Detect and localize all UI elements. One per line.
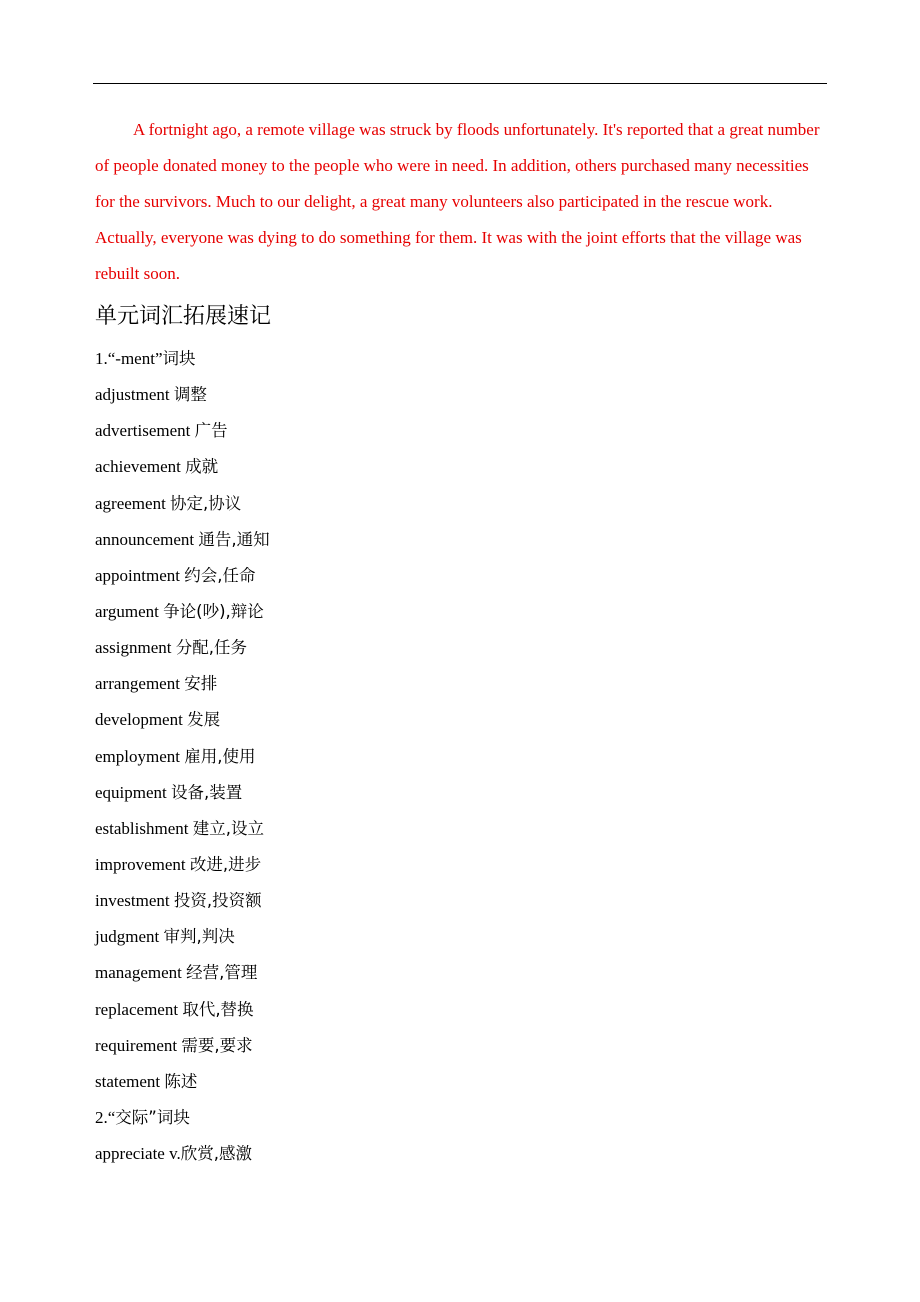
- list-item: [95, 1100, 270, 1136]
- entry-meaning: 成就: [185, 457, 219, 477]
- list-item: [95, 341, 270, 377]
- list-item: [95, 775, 270, 811]
- entry-term: statement: [95, 1071, 165, 1091]
- entry-term: improvement: [95, 854, 190, 874]
- entry-meaning: 需要,要求: [181, 1035, 253, 1055]
- entry-meaning: 陈述: [164, 1071, 198, 1091]
- list-item: [95, 377, 270, 413]
- list-item: [95, 1064, 270, 1100]
- list-item: [95, 449, 270, 485]
- header-rule: [93, 83, 827, 84]
- entry-term: equipment: [95, 782, 172, 802]
- entry-meaning: 分配,任务: [175, 638, 247, 658]
- list-item: [95, 811, 270, 847]
- entry-meaning: 投资,投资额: [173, 891, 262, 911]
- entry-term: appreciate v.: [95, 1144, 181, 1164]
- list-item: [95, 702, 270, 738]
- list-item: [95, 486, 270, 522]
- entry-term: establishment: [95, 818, 193, 838]
- list-item: [95, 630, 270, 666]
- entry-term: development: [95, 710, 188, 730]
- entry-meaning: 审判,判决: [163, 927, 235, 947]
- list-item: [95, 847, 270, 883]
- entry-term: requirement: [95, 1035, 182, 1055]
- entry-meaning: 设备,装置: [171, 782, 243, 802]
- entry-meaning: 广告: [194, 421, 228, 441]
- entry-term: adjustment: [95, 385, 174, 405]
- entry-meaning: 雇用,使用: [184, 746, 256, 766]
- entry-meaning: 约会,任命: [184, 565, 256, 585]
- entry-meaning: 词块: [162, 349, 196, 368]
- entry-term: 2.“: [95, 1107, 116, 1127]
- list-item: [95, 883, 270, 919]
- list-item: [95, 955, 270, 991]
- vocabulary-list: [95, 341, 270, 1172]
- entry-meaning: 调整: [173, 385, 207, 405]
- list-item: [95, 919, 270, 955]
- list-item: [95, 522, 270, 558]
- entry-meaning: 协定,协议: [170, 493, 242, 513]
- entry-term: employment: [95, 746, 185, 766]
- entry-term: announcement: [95, 529, 199, 549]
- list-item: [95, 739, 270, 775]
- entry-meaning: 改进,进步: [189, 854, 262, 874]
- list-item: [95, 992, 270, 1028]
- model-essay-passage: A fortnight ago, a remote village was struck by floods unfortunately. It's reported that a great number of people donated money to the people who were in need. In addition, others purchased many necessities for the survivors. Much to our delight, a great many volunteers also participated in the rescue work. Actually, everyone was dying to do something for them. It was with the joint efforts that the village was rebuilt soon.: [95, 120, 820, 283]
- entry-meaning: 争论(吵),辩论: [163, 601, 264, 621]
- list-item: [95, 594, 270, 630]
- entry-term: advertisement: [95, 421, 195, 441]
- entry-term: appointment: [95, 565, 185, 585]
- entry-term: 1.“-ment”: [95, 349, 163, 368]
- section-heading: 单元词汇拓展速记: [95, 304, 272, 329]
- entry-meaning: 建立,设立: [192, 818, 264, 838]
- entry-term: argument: [95, 601, 164, 621]
- entry-meaning: 交际”词块: [115, 1107, 190, 1127]
- list-item: [95, 666, 270, 702]
- entry-meaning: 发展: [187, 710, 221, 730]
- entry-term: judgment: [95, 927, 164, 947]
- entry-meaning: 欣赏,感激: [180, 1144, 252, 1164]
- entry-meaning: 取代,替换: [182, 999, 254, 1019]
- entry-term: agreement: [95, 493, 171, 513]
- entry-term: assignment: [95, 638, 176, 658]
- list-item: [95, 413, 270, 449]
- entry-term: replacement: [95, 999, 183, 1019]
- entry-term: investment: [95, 891, 174, 911]
- entry-term: achievement: [95, 457, 186, 477]
- list-item: [95, 1028, 270, 1064]
- entry-term: arrangement: [95, 674, 185, 694]
- entry-meaning: 通告,通知: [198, 529, 270, 549]
- list-item: [95, 1136, 270, 1172]
- list-item: [95, 558, 270, 594]
- entry-meaning: 经营,管理: [186, 963, 258, 983]
- entry-term: management: [95, 963, 187, 983]
- entry-meaning: 安排: [184, 674, 218, 694]
